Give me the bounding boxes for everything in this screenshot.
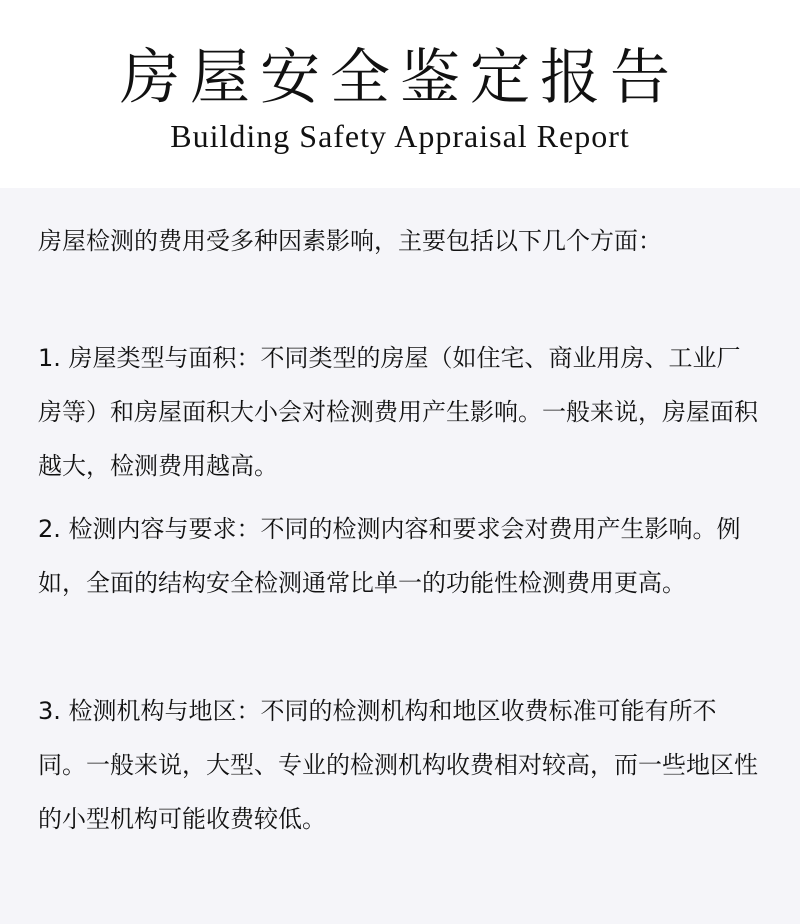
intro-paragraph: 房屋检测的费用受多种因素影响，主要包括以下几个方面： — [38, 227, 662, 255]
content-panel — [0, 188, 800, 924]
report-subtitle: Building Safety Appraisal Report — [170, 118, 630, 154]
factor-item-housing-type: 1. 房屋类型与面积：不同类型的房屋（如住宅、商业用房、工业厂房等）和房屋面积大小会对检测费用产生影响。一般来说，房屋面积越大，检测费用越高。 — [38, 344, 758, 480]
factor-item-inspection-content: 2. 检测内容与要求：不同的检测内容和要求会对费用产生影响。例如，全面的结构安全检测通常比单一的功能性检测费用更高。 — [38, 515, 741, 597]
report-title: 房屋安全鉴定报告 — [120, 43, 680, 113]
report-header — [0, 0, 800, 188]
factor-item-agency-region: 3. 检测机构与地区：不同的检测机构和地区收费标准可能有所不同。一般来说，大型、专业的检测机构收费相对较高，而一些地区性的小型机构可能收费较低。 — [38, 697, 758, 833]
